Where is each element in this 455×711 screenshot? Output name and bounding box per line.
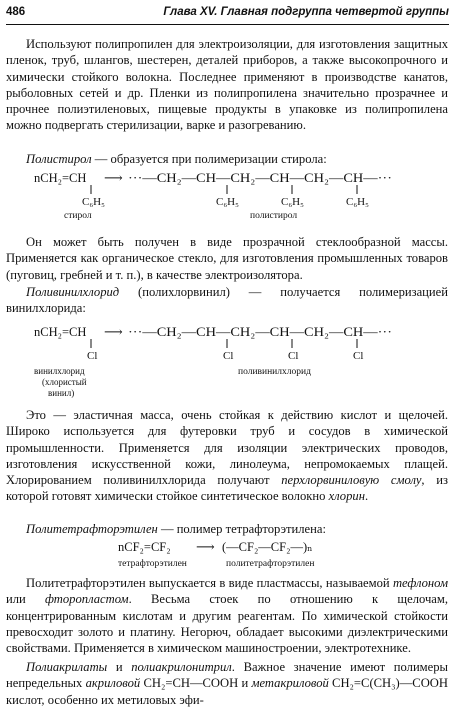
vinyl-chloride-caption-3: винил) [48, 388, 75, 398]
polystyrene-substituent-2: C₆H₅ [281, 196, 304, 208]
styrene-polymerization-scheme [0, 168, 455, 220]
paragraph-polystyrene-uses: Он может быть получен в виде прозрачной стеклообразной массы. Применяется как органическое стекло, для изготовления промышленных товаров (пуговиц, гребней и т. п.), в качестве электроизолятора. [6, 235, 448, 282]
ptfe-polymerization-scheme [0, 537, 455, 571]
term-fluoroplast: фторопластом [45, 592, 129, 607]
paragraph-polypropylene: Используют полипропилен для электроизоляции, для изготовления защитных пленок, труб, шлангов, шестерен, деталей приборов, а также высокопрочного и химически стойкого волокна. Последнее применяют в производстве канатов, рыболовных сетей и др. Пленки из полипропилена значительно прозрачнее и прочнее полиэтиленовых, пищевые продукты в упаковке из полипропилена можно подвергать стерилизации, варке и разогреванию. [6, 37, 448, 133]
paragraph-polyacrylates [6, 659, 448, 708]
term-acrylic: акриловой [85, 676, 141, 691]
polystyrene-chain: ···—CH₂—CH—CH₂—CH—CH₂—CH—··· [128, 171, 392, 185]
page-number: 486 [6, 6, 26, 18]
polystyrene-substituent-1: C₆H₅ [216, 196, 239, 208]
vinyl-chloride-caption-1: винилхлорид [34, 366, 85, 376]
ptfe-arrow: ⟶ [196, 539, 215, 554]
paragraph-pvc-properties [6, 407, 448, 505]
ptfe-intro-text: — полимер тетрафторэтилена: [157, 522, 326, 536]
styrene-arrow: ⟶ [104, 170, 123, 185]
term-chlorin: хлорин [328, 489, 365, 504]
running-header [6, 4, 449, 25]
ptfe-properties-text-c: . Весьма стоек по отношению к щелочам, концентрированным кислотам и другим реагентам. По химической стойкости превосходит золото и платину. Негорюч, обладает высокими диэлектрическими свойствами. Применяется в химическом машиностроении, электротехнике. [6, 592, 448, 656]
pvc-substituent-2: Cl [288, 350, 299, 362]
ptfe-caption: политетрафторэтилен [226, 559, 315, 569]
pvc-arrow: ⟶ [104, 324, 123, 339]
polyacrylates-text-d: CH₂=C(CH₃)—COOH кислот, особенно их метиловых эфи- [6, 676, 448, 707]
polyacrylates-text-b: . Важное значение имеют полимеры непредельных [6, 660, 449, 691]
term-pvc: Поливинилхлорид [26, 285, 120, 299]
term-perchlorovinyl-resin: перхлорвиниловую смолу [281, 473, 422, 488]
term-methacrylic: метакриловой [251, 676, 329, 691]
tetrafluoroethylene-formula: nCF₂=CF₂ [118, 540, 171, 554]
paragraph-polystyrene-intro [6, 151, 448, 167]
pvc-caption: поливинилхлорид [238, 367, 311, 377]
term-polystyrene: Полистирол [26, 152, 92, 166]
pvc-substituent-3: Cl [353, 350, 364, 362]
pvc-polymerization-scheme [0, 322, 455, 404]
chapter-title: Глава XV. Главная подгруппа четвертой группы [163, 6, 449, 18]
pvc-properties-text-a: Это — эластичная масса, очень стойкая к действию кислот и щелочей. Широко используется для футеровки труб и сосудов в химической промышленности. Применяется для изоляции электрических проводов, изготовления искусственной кожи, линолеума, непромокаемых плащей. Хлорированием поливинилхлорида получают [6, 408, 448, 488]
polystyrene-intro-text: — образуется при полимеризации стирола: [91, 152, 327, 166]
pvc-intro-text: (полихлорвинил) — получается полимеризацией винилхлорида: [6, 285, 448, 316]
tetrafluoroethylene-caption: тетрафторэтилен [118, 559, 187, 569]
polystyrene-caption: полистирол [250, 211, 298, 220]
term-polyacrylates: Полиакрилаты [26, 660, 108, 674]
vinyl-chloride-caption-2: (хлористый [42, 377, 87, 387]
ptfe-formula: (—CF₂—CF₂—)ₙ [222, 540, 313, 554]
paragraph-ptfe-properties [6, 575, 448, 656]
paragraph-pvc-intro [6, 284, 448, 317]
vinyl-chloride-substituent: Cl [87, 350, 98, 362]
styrene-caption: стирол [64, 211, 92, 220]
styrene-substituent: C₆H₅ [82, 196, 105, 208]
polyacrylates-text-a: и [107, 660, 132, 674]
pvc-chain: ···—CH₂—CH—CH₂—CH—CH₂—CH—··· [128, 325, 392, 339]
pvc-properties-text-b: , из которой готовят химически стойкое синтетическое волокно [6, 473, 448, 504]
term-teflon: тефлоном [392, 576, 448, 590]
polyacrylates-text-c: CH₂=CH—COOH и [140, 676, 252, 691]
term-polyacrylonitrile: полиакрилонитрил [131, 660, 232, 674]
pvc-properties-text-c: . [364, 489, 369, 504]
ptfe-properties-text-a: Политетрафторэтилен выпускается в виде пластмассы, называемой [26, 576, 393, 590]
paragraph-ptfe-intro [6, 521, 448, 537]
styrene-formula: nCH₂=CH [34, 171, 87, 185]
term-ptfe: Политетрафторэтилен [26, 522, 158, 536]
vinyl-chloride-formula: nCH₂=CH [34, 325, 87, 339]
pvc-substituent-1: Cl [223, 350, 234, 362]
ptfe-properties-text-b: или [6, 592, 46, 607]
polystyrene-substituent-3: C₆H₅ [346, 196, 369, 208]
